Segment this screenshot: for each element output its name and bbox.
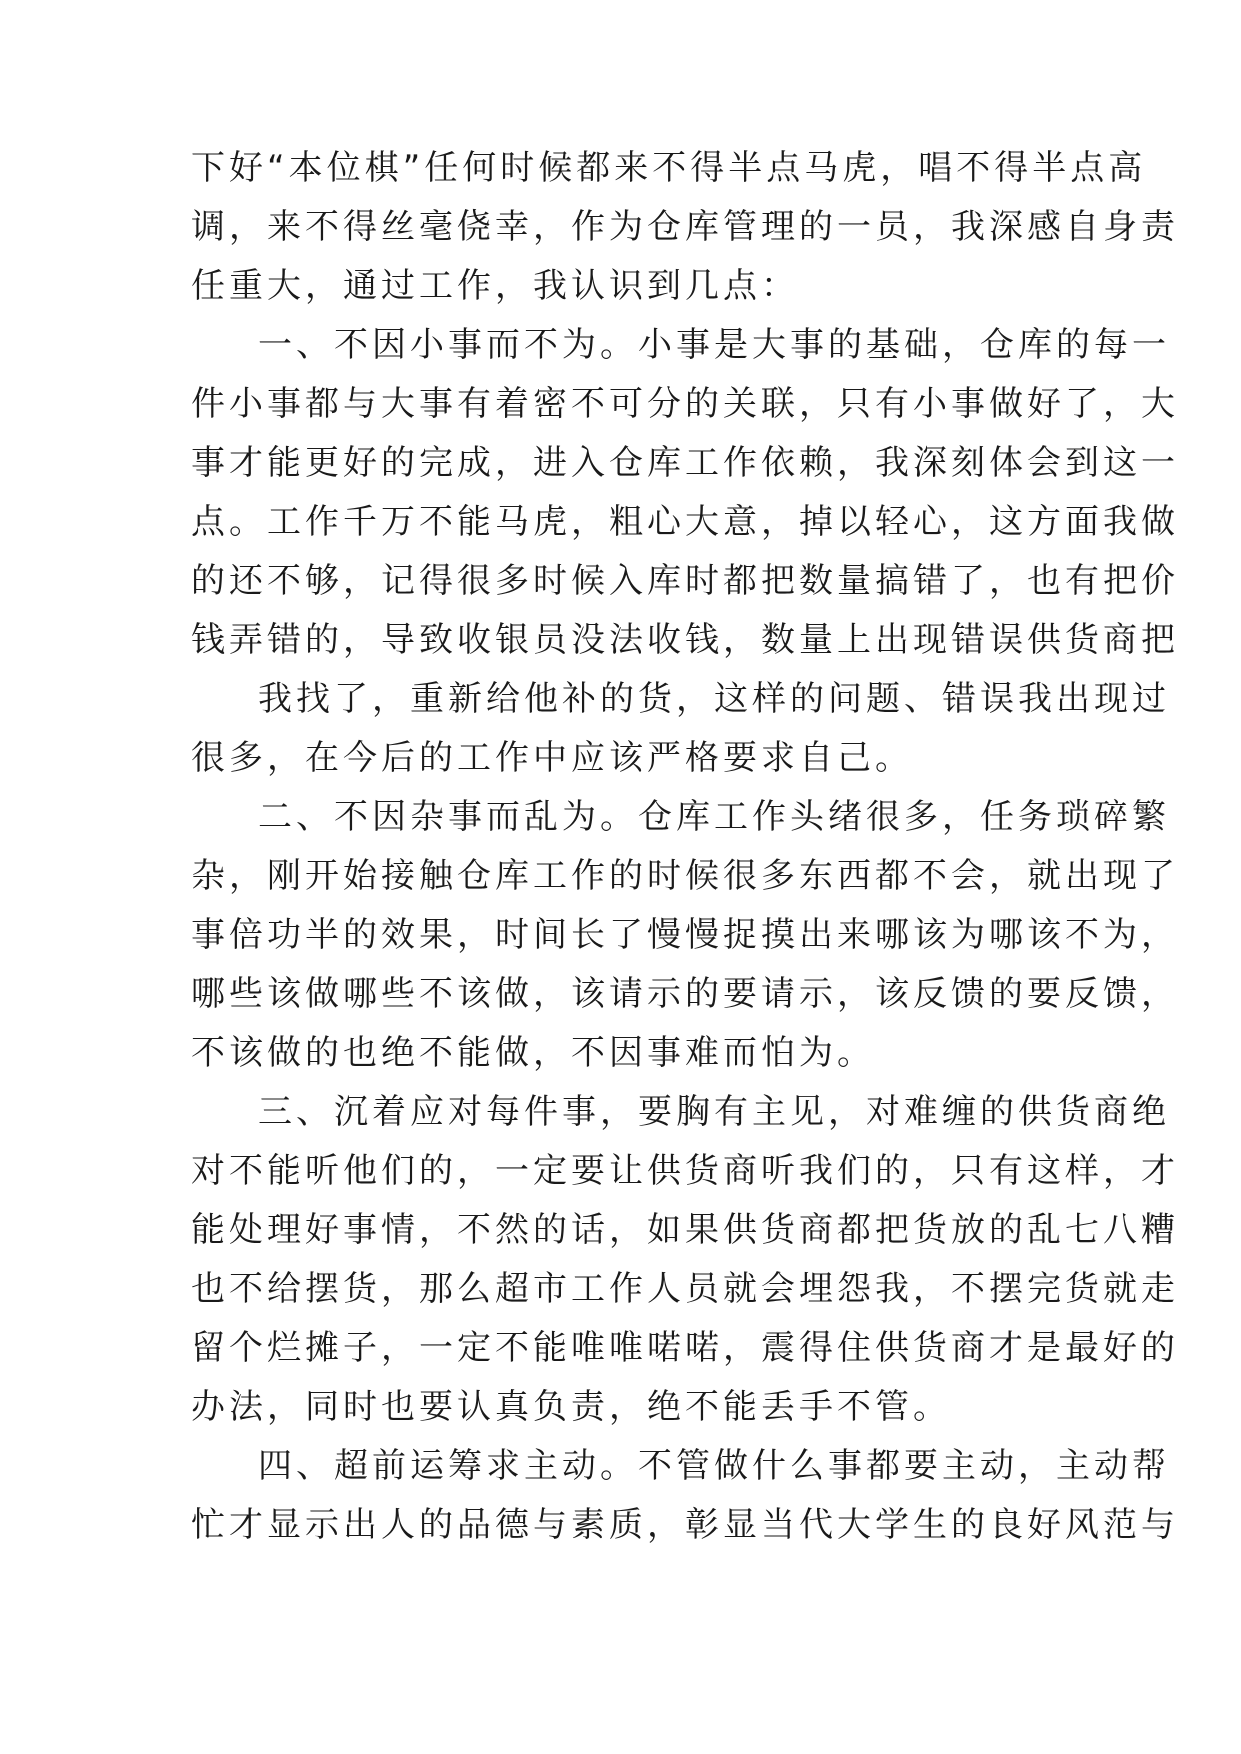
text-line: 下好“本位棋”任何时候都来不得半点马虎，唱不得半点高: [191, 148, 1147, 188]
text-line: 忙才显示出人的品德与素质，彰显当代大学生的良好风范与: [191, 1505, 1179, 1545]
text-line: 杂，刚开始接触仓库工作的时候很多东西都不会，就出现了: [191, 856, 1179, 896]
text-line: 也不给摆货，那么超市工作人员就会埋怨我，不摆完货就走: [191, 1269, 1179, 1309]
paragraph-start-line: 二、不因杂事而乱为。仓库工作头绪很多，任务琐碎繁: [258, 797, 1170, 837]
text-line: 能处理好事情，不然的话，如果供货商都把货放的乱七八糟: [191, 1210, 1179, 1250]
text-line: 办法，同时也要认真负责，绝不能丢手不管。: [191, 1387, 951, 1427]
text-line: 不该做的也绝不能做，不因事难而怕为。: [191, 1033, 875, 1073]
text-line: 哪些该做哪些不该做，该请示的要请示，该反馈的要反馈，: [191, 974, 1179, 1014]
paragraph-start-line: 四、超前运筹求主动。不管做什么事都要主动，主动帮: [258, 1446, 1170, 1486]
paragraph-start-line: 我找了，重新给他补的货，这样的问题、错误我出现过: [258, 679, 1170, 719]
text-line: 很多，在今后的工作中应该严格要求自己。: [191, 738, 913, 778]
text-line: 留个烂摊子，一定不能唯唯喏喏，震得住供货商才是最好的: [191, 1328, 1179, 1368]
text-line: 的还不够，记得很多时候入库时都把数量搞错了，也有把价: [191, 561, 1179, 601]
text-line: 事倍功半的效果，时间长了慢慢捉摸出来哪该为哪该不为，: [191, 915, 1179, 955]
text-line: 事才能更好的完成，进入仓库工作依赖，我深刻体会到这一: [191, 443, 1179, 483]
text-line: 点。工作千万不能马虎，粗心大意，掉以轻心，这方面我做: [191, 502, 1179, 542]
text-line: 任重大，通过工作，我认识到几点：: [191, 266, 799, 306]
text-line: 调，来不得丝毫侥幸，作为仓库管理的一员，我深感自身责: [191, 207, 1179, 247]
text-line: 钱弄错的，导致收银员没法收钱，数量上出现错误供货商把: [191, 620, 1179, 660]
paragraph-start-line: 一、不因小事而不为。小事是大事的基础，仓库的每一: [258, 325, 1170, 365]
text-line: 对不能听他们的，一定要让供货商听我们的，只有这样，才: [191, 1151, 1179, 1191]
paragraph-start-line: 三、沉着应对每件事，要胸有主见，对难缠的供货商绝: [258, 1092, 1170, 1132]
text-line: 件小事都与大事有着密不可分的关联，只有小事做好了，大: [191, 384, 1179, 424]
